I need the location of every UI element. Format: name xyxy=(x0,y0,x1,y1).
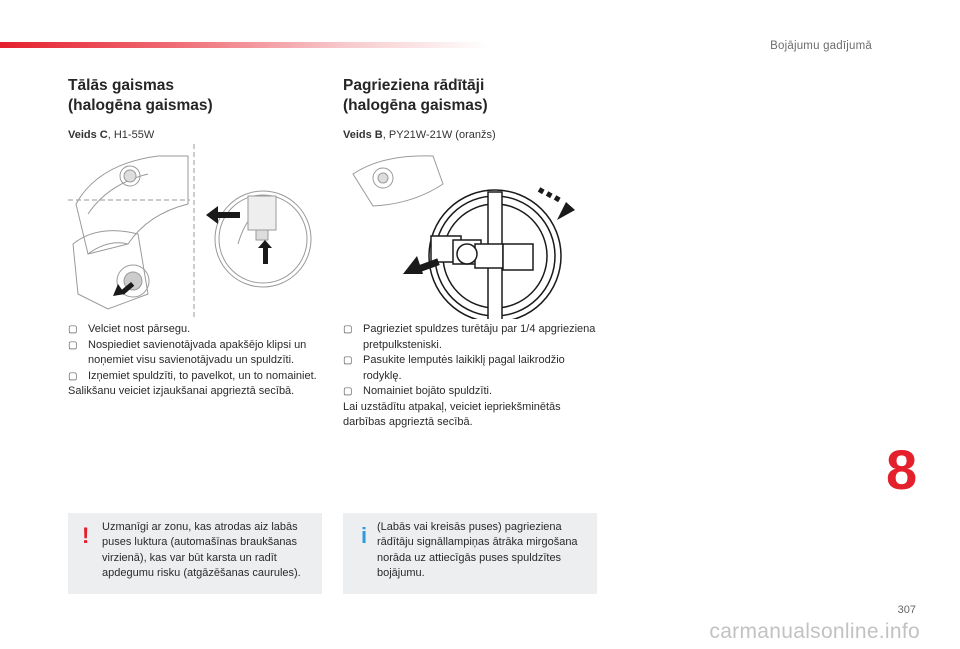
indicator-bulb-illustration xyxy=(343,144,593,319)
left-step-3-text: Izņemiet spuldzīti, to pavelkot, un to nomainiet. xyxy=(88,369,317,382)
page-number: 307 xyxy=(897,604,916,616)
bullet-icon: ▢ xyxy=(68,324,78,335)
right-bulb-type xyxy=(343,129,605,141)
header-accent-bar xyxy=(0,42,490,48)
right-type-value: , PY21W-21W (oranžs) xyxy=(382,129,496,141)
right-step-2 xyxy=(343,353,605,384)
right-step-3 xyxy=(343,384,605,400)
bullet-icon: ▢ xyxy=(68,370,78,382)
left-step-1-text: Velciet nost pārsegu. xyxy=(88,323,191,335)
right-column xyxy=(343,76,605,141)
right-step-3-text: Nomainiet bojāto spuldzīti. xyxy=(363,385,493,397)
right-heading-line2: (halogēna gaismas) xyxy=(343,97,488,114)
info-note-text: (Labās vai kreisās puses) pagrieziena rādītāju signāllampiņas ātrāka mirgošana norāda uz attiecīgās puses spuldzītes bojājumu. xyxy=(377,521,578,579)
left-type-label: Veids C xyxy=(68,129,108,141)
info-icon: i xyxy=(361,523,368,548)
right-step-1 xyxy=(343,322,605,353)
section-title: Bojājumu gadījumā xyxy=(770,40,872,52)
left-heading xyxy=(68,76,330,116)
bullet-icon: ▢ xyxy=(343,355,353,366)
right-instructions xyxy=(343,322,605,431)
bullet-icon: ▢ xyxy=(68,339,78,351)
right-step-2-text: Pasukite lemputės laikiklį pagal laikrodžio rodyklę. xyxy=(363,354,565,382)
left-step-2-text: Nospiediet savienotājvada apakšējo klipsi un noņemiet visu savienotājvadu un spuldzīti. xyxy=(88,338,307,366)
right-closing-text: Lai uzstādītu atpakaļ, veiciet iepriekšminētās darbības apgrieztā secībā. xyxy=(343,400,561,428)
warning-note-text: Uzmanīgi ar zonu, kas atrodas aiz labās puses luktura (automašīnas braukšanas virzienā), kas var būt karsta un radīt apdegumu risku (atgāzēšanas caurules). xyxy=(102,521,301,579)
left-heading-line2: (halogēna gaismas) xyxy=(68,97,213,114)
bullet-icon: ▢ xyxy=(343,386,353,397)
left-type-value: , H1-55W xyxy=(107,129,155,141)
left-step-1 xyxy=(68,322,330,338)
info-note xyxy=(343,513,597,594)
right-type-label: Veids B xyxy=(343,129,383,141)
left-bulb-type xyxy=(68,129,330,141)
chapter-number: 8 xyxy=(886,438,918,501)
right-step-1-text: Pagrieziet spuldzes turētāju par 1/4 apgrieziena pretpulksteniski. xyxy=(363,323,596,351)
right-heading xyxy=(343,76,605,116)
headlamp-rear-illustration xyxy=(68,144,318,319)
bullet-icon: ▢ xyxy=(343,324,353,335)
watermark-text: carmanualsonline.info xyxy=(709,620,920,643)
right-heading-line1: Pagrieziena rādītāji xyxy=(343,77,485,94)
left-step-3 xyxy=(68,369,330,385)
left-heading-line1: Tālās gaismas xyxy=(68,77,174,94)
left-step-2 xyxy=(68,338,330,369)
left-instructions xyxy=(68,322,330,400)
warning-note xyxy=(68,513,322,594)
warning-icon: ! xyxy=(82,523,90,548)
left-column xyxy=(68,76,330,141)
left-closing-text: Salikšanu veiciet izjaukšanai apgrieztā secībā. xyxy=(68,385,295,397)
